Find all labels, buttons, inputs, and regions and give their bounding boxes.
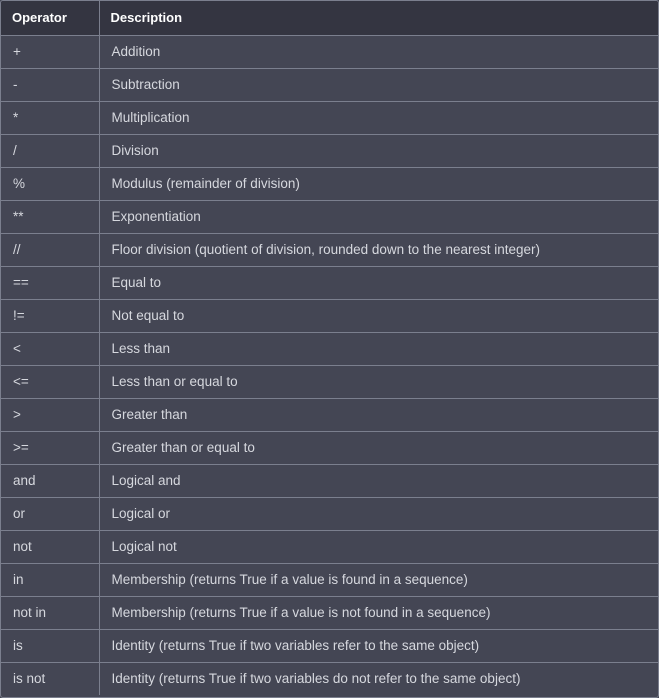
header-row: [1, 1, 658, 35]
description-cell: Subtraction: [99, 68, 658, 101]
table-row: [1, 134, 658, 167]
description-cell: Multiplication: [99, 101, 658, 134]
table-row: [1, 101, 658, 134]
operator-cell: >: [1, 398, 99, 431]
operator-cell: not in: [1, 596, 99, 629]
description-cell: Less than: [99, 332, 658, 365]
description-cell: Logical and: [99, 464, 658, 497]
description-cell: Logical not: [99, 530, 658, 563]
table-row: [1, 464, 658, 497]
description-cell: Modulus (remainder of division): [99, 167, 658, 200]
table-row: [1, 365, 658, 398]
table-row: [1, 629, 658, 662]
operator-cell: is: [1, 629, 99, 662]
description-cell: Membership (returns True if a value is not found in a sequence): [99, 596, 658, 629]
table-row: [1, 596, 658, 629]
description-cell: Equal to: [99, 266, 658, 299]
table-row: [1, 497, 658, 530]
operator-cell: %: [1, 167, 99, 200]
description-cell: Exponentiation: [99, 200, 658, 233]
operator-cell: *: [1, 101, 99, 134]
table-row: [1, 398, 658, 431]
operator-cell: **: [1, 200, 99, 233]
description-cell: Less than or equal to: [99, 365, 658, 398]
description-cell: Identity (returns True if two variables do not refer to the same object): [99, 662, 658, 695]
table-row: [1, 35, 658, 68]
table-row: [1, 332, 658, 365]
description-cell: Not equal to: [99, 299, 658, 332]
table-header: [1, 1, 658, 35]
operator-cell: /: [1, 134, 99, 167]
table-row: [1, 431, 658, 464]
operator-cell: !=: [1, 299, 99, 332]
description-cell: Addition: [99, 35, 658, 68]
description-cell: Division: [99, 134, 658, 167]
table-row: [1, 662, 658, 695]
table-row: [1, 563, 658, 596]
operator-cell: -: [1, 68, 99, 101]
table-row: [1, 266, 658, 299]
description-cell: Greater than: [99, 398, 658, 431]
description-cell: Logical or: [99, 497, 658, 530]
operator-cell: <: [1, 332, 99, 365]
operator-cell: +: [13, 44, 21, 59]
operator-cell: //: [1, 233, 99, 266]
description-cell: Identity (returns True if two variables refer to the same object): [99, 629, 658, 662]
operator-cell: ==: [1, 266, 99, 299]
operator-cell: <=: [1, 365, 99, 398]
operator-cell: in: [1, 563, 99, 596]
operator-cell: is not: [1, 662, 99, 695]
table-row: [1, 68, 658, 101]
operator-cell: or: [1, 497, 99, 530]
description-cell: Membership (returns True if a value is found in a sequence): [99, 563, 658, 596]
operator-cell: and: [1, 464, 99, 497]
table-row: [1, 167, 658, 200]
table-row: [1, 233, 658, 266]
table-row: [1, 530, 658, 563]
description-cell: Floor division (quotient of division, rounded down to the nearest integer): [99, 233, 658, 266]
header-description: Description: [99, 1, 658, 35]
header-operator: Operator: [1, 1, 99, 35]
operators-table: [1, 1, 658, 695]
table-row: [1, 299, 658, 332]
operator-cell: not: [1, 530, 99, 563]
table-body: [1, 35, 658, 695]
operator-cell: >=: [1, 431, 99, 464]
table-row: [1, 200, 658, 233]
description-cell: Greater than or equal to: [99, 431, 658, 464]
